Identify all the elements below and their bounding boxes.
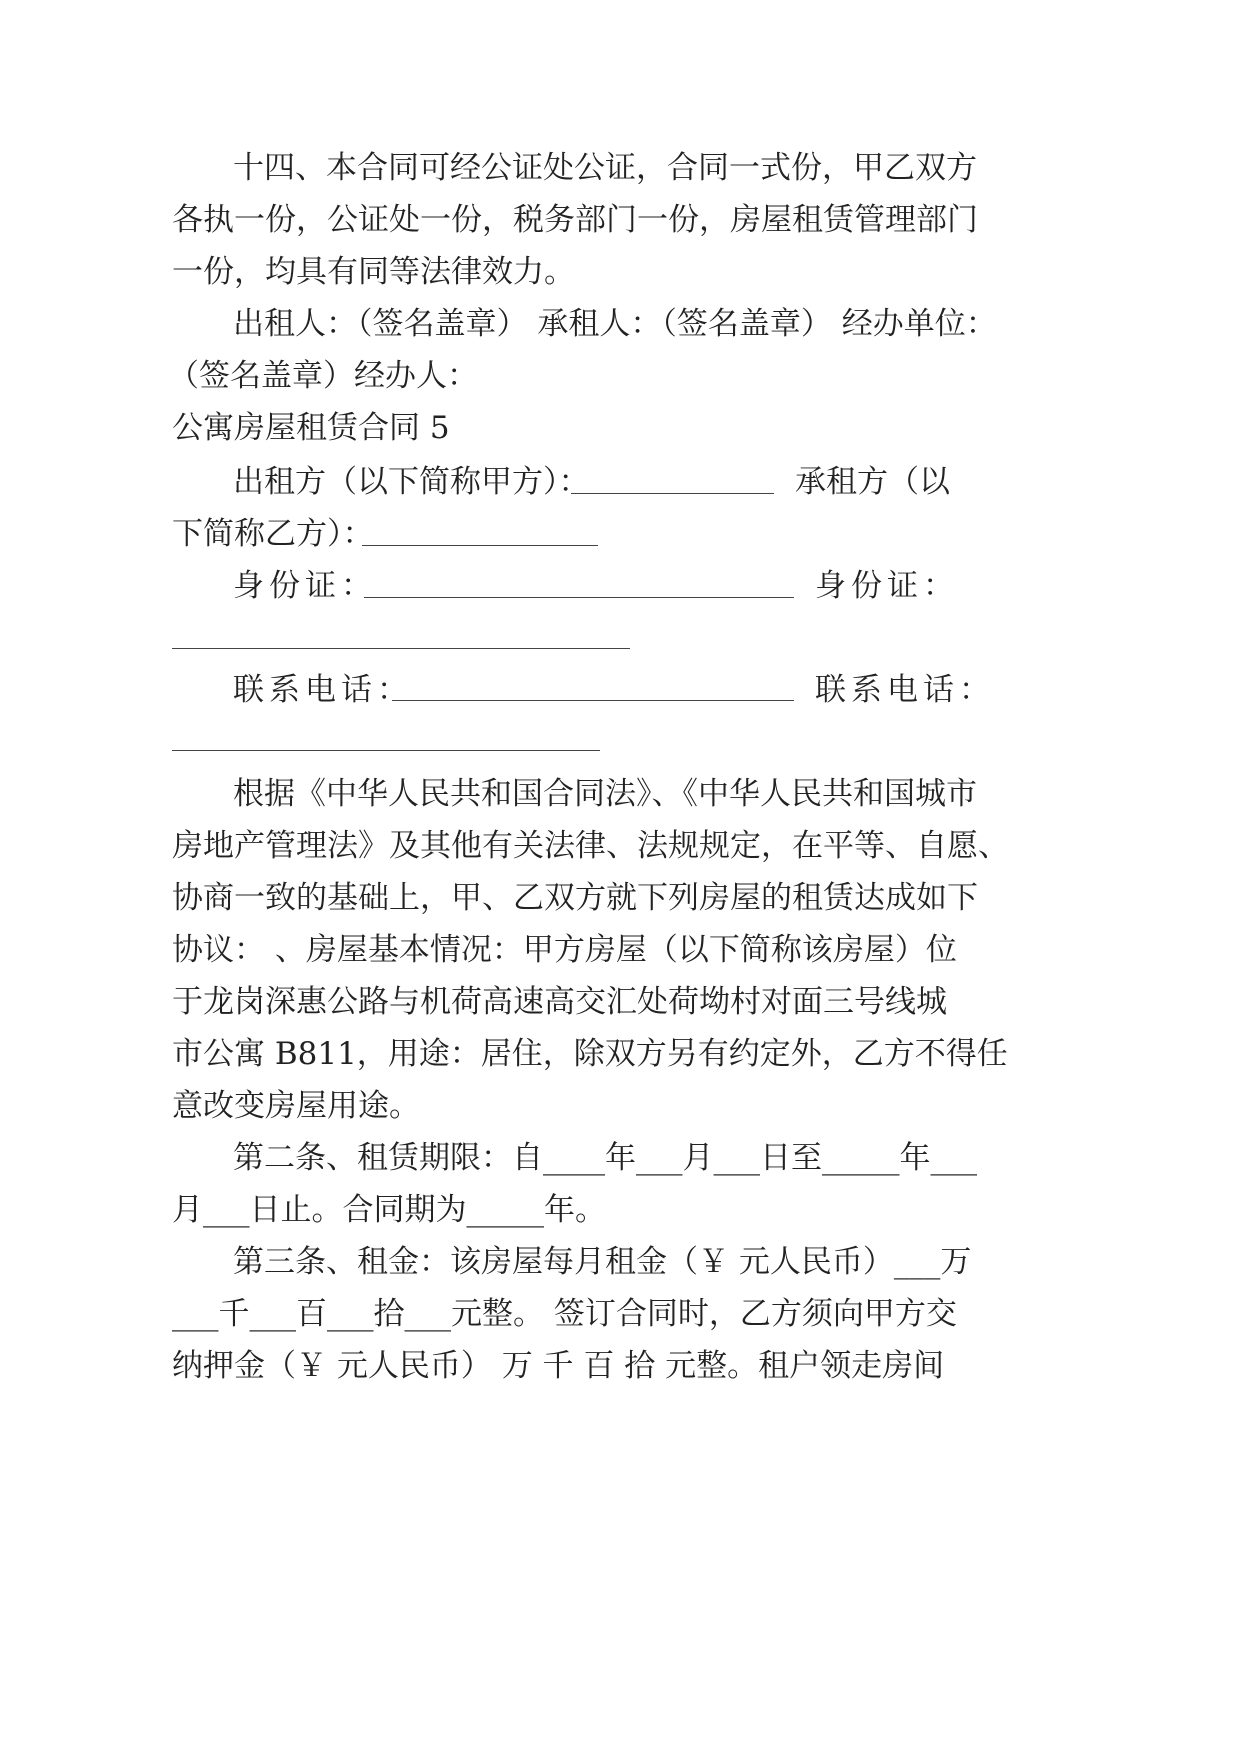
id-left-label: 身份证： bbox=[233, 568, 377, 604]
basis-line-5: 于龙岗深惠公路与机荷高速高交汇处荷坳村对面三号线城 bbox=[172, 984, 947, 1020]
clause-14-line-2: 各执一份，公证处一份，税务部门一份，房屋租赁管理部门 bbox=[172, 202, 978, 238]
lessee-label-b: 下简称乙方）： bbox=[172, 516, 374, 552]
basis-line-2: 房地产管理法》及其他有关法律、法规规定，在平等、自愿、 bbox=[172, 828, 1009, 864]
contract-title: 公寓房屋租赁合同 5 bbox=[172, 410, 450, 446]
phone-right-label: 联系电话： bbox=[815, 672, 995, 708]
clause-14-line-1: 十四、本合同可经公证处公证，合同一式份，甲乙双方 bbox=[233, 150, 977, 186]
article-3-line-2: ___千___百___拾___元整。 签订合同时，乙方须向甲方交 bbox=[172, 1296, 957, 1332]
basis-line-4: 协议： 、房屋基本情况：甲方房屋（以下简称该房屋）位 bbox=[172, 932, 957, 968]
signature-line-1: 出租人：（签名盖章） 承租人：（签名盖章） 经办单位： bbox=[233, 306, 997, 342]
basis-line-6: 市公寓 B811，用途：居住，除双方另有约定外，乙方不得任 bbox=[172, 1036, 1008, 1072]
id-right-label: 身份证： bbox=[815, 568, 959, 604]
lessee-label-a: 承租方（以 bbox=[795, 464, 950, 500]
phone-right-blank bbox=[172, 750, 600, 751]
basis-line-3: 协商一致的基础上，甲、乙双方就下列房屋的租赁达成如下 bbox=[172, 880, 978, 916]
lessor-label: 出租方（以下简称甲方）： bbox=[233, 464, 590, 500]
phone-left-label: 联系电话： bbox=[233, 672, 413, 708]
clause-14-line-3: 一份，均具有同等法律效力。 bbox=[172, 254, 575, 290]
basis-line-1: 根据《中华人民共和国合同法》、《中华人民共和国城市 bbox=[233, 776, 977, 812]
phone-left-blank bbox=[392, 700, 794, 701]
article-2-line-1: 第二条、租赁期限：自____年___月___日至_____年___ bbox=[233, 1140, 977, 1176]
article-2-line-2: 月___日止。合同期为_____年。 bbox=[172, 1192, 606, 1228]
article-3-line-1: 第三条、租金：该房屋每月租金（￥ 元人民币）___万 bbox=[233, 1244, 972, 1280]
id-left-blank bbox=[364, 597, 794, 598]
id-right-blank bbox=[172, 648, 630, 649]
lessee-blank bbox=[362, 545, 598, 546]
lessor-blank bbox=[571, 493, 774, 494]
article-3-line-3: 纳押金（￥ 元人民币） 万 千 百 拾 元整。租户领走房间 bbox=[172, 1348, 945, 1384]
basis-line-7: 意改变房屋用途。 bbox=[172, 1088, 420, 1124]
signature-line-2: （签名盖章）经办人： bbox=[168, 358, 478, 394]
